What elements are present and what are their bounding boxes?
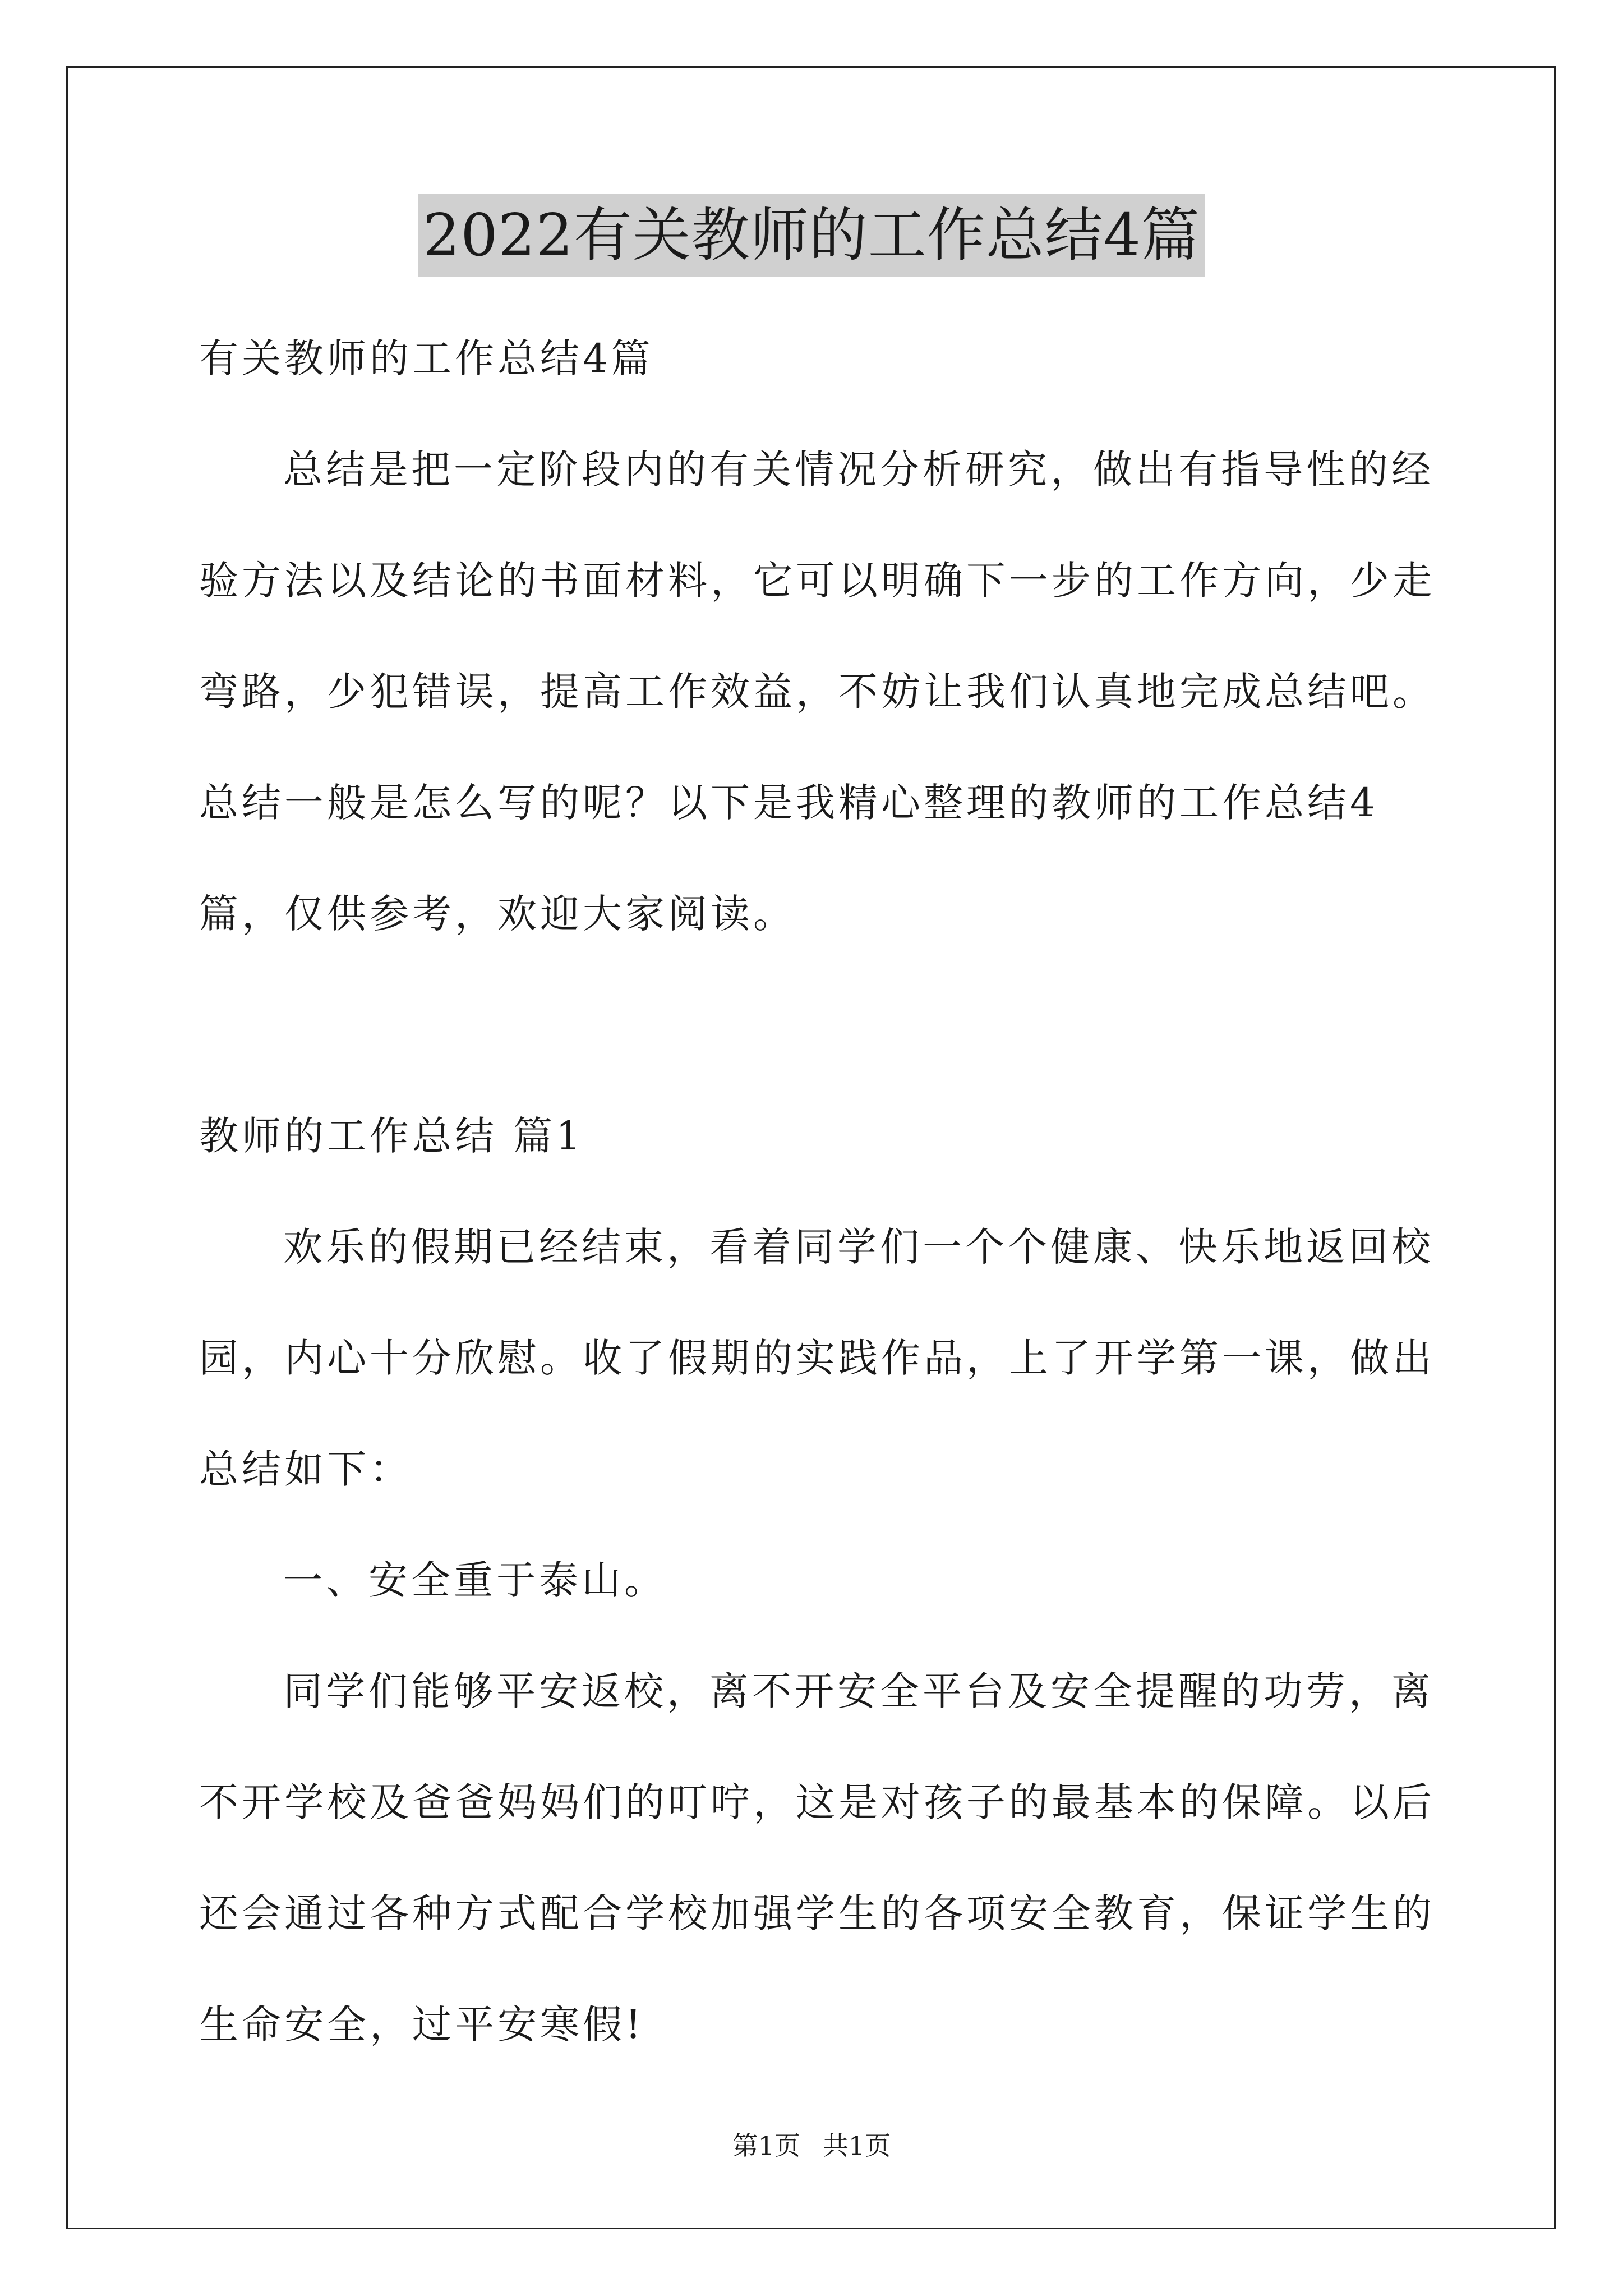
section1-paragraph-1: 欢乐的假期已经结束，看着同学们一个个健康、快乐地返回校园，内心十分欣慰。收了假期的实践作品，上了开学第一课，做出总结如下： — [199, 1224, 1435, 1492]
title-wrap — [0, 194, 1623, 277]
section-heading: 教师的工作总结 篇1 — [199, 1113, 584, 1159]
section1-paragraph-2: 一、安全重于泰山。 — [283, 1557, 667, 1603]
section1-paragraph-3: 同学们能够平安返校，离不开安全平台及安全提醒的功劳，离不开学校及爸爸妈妈们的叮咛，这是对孩子的最基本的保障。以后还会通过各种方式配合学校加强学生的各项安全教育，保证学生的生命安全，过平安寒假! — [199, 1668, 1435, 2047]
subtitle: 有关教师的工作总结4篇 — [199, 335, 654, 381]
spacer — [199, 969, 1461, 1080]
intro-paragraph: 总结是把一定阶段内的有关情况分析研究，做出有指导性的经验方法以及结论的书面材料，它可以明确下一步的工作方向，少走弯路，少犯错误，提高工作效益，不妨让我们认真地完成总结吧。总结一般是怎么写的呢？以下是我精心整理的教师的工作总结4篇，仅供参考，欢迎大家阅读。 — [199, 447, 1435, 937]
document-title: 2022有关教师的工作总结4篇 — [418, 194, 1205, 277]
page-total: 共1页 — [823, 2131, 891, 2161]
document-body — [199, 303, 1461, 2080]
page-footer — [0, 2129, 1623, 2162]
page-number: 第1页 — [732, 2131, 800, 2161]
